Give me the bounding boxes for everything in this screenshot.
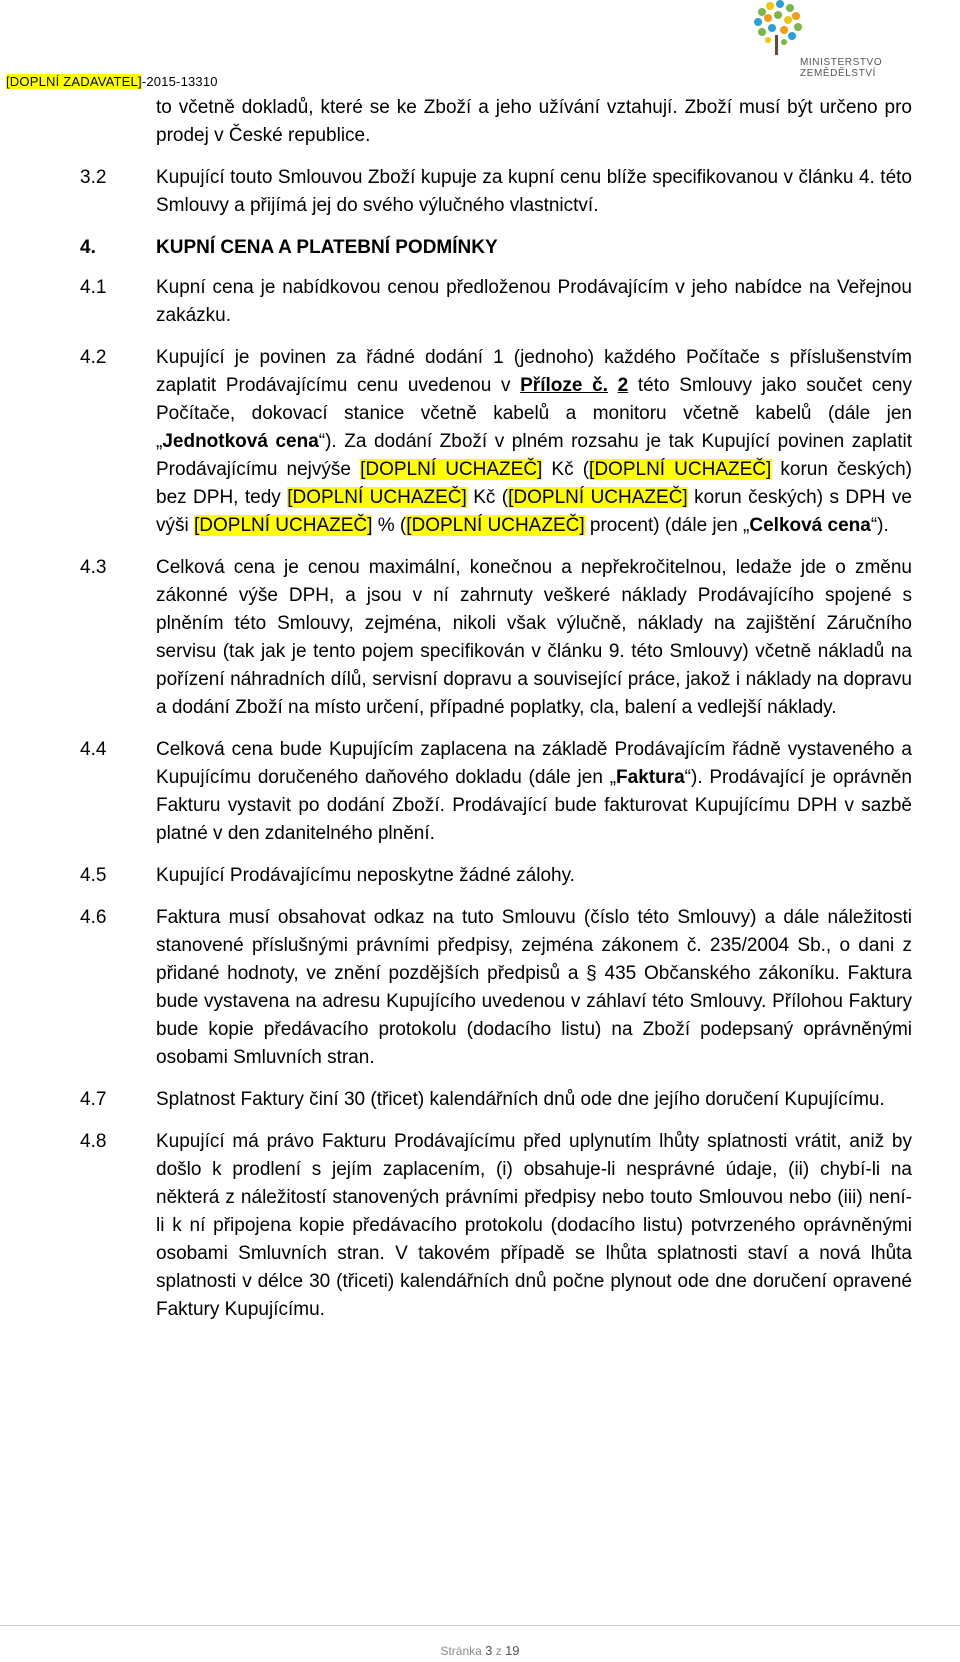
clause-number: 4.3 <box>80 557 107 578</box>
clause-number: 4.6 <box>80 907 107 928</box>
document-body <box>80 94 912 1338</box>
clause-4-6 <box>80 904 912 1072</box>
defined-term: Celková cena <box>749 515 871 536</box>
text-run: Celková cena bude Kupujícím zaplacena na základě Prodávajícím řádně vystaveného a Kupujícímu doručeného daňového dokladu (dále jen „ <box>156 739 912 788</box>
footer-of: z <box>495 1644 502 1658</box>
document-reference-number: -2015-13310 <box>141 74 218 89</box>
defined-term: Jednotková cena <box>162 431 319 452</box>
text-run: “). Prodávající je oprávněn Fakturu vystavit po dodání Zboží. Prodávající bude fakturovat Kupujícímu DPH v sazbě platné v den zdanitelného plnění. <box>156 767 912 844</box>
document-reference <box>6 74 218 89</box>
page-footer <box>0 1643 960 1658</box>
continuation-text: to včetně dokladů, které se ke Zboží a jeho užívání vztahují. Zboží musí být určeno pro prodej v České republice. <box>156 97 912 146</box>
footer-total-pages: 19 <box>505 1643 520 1658</box>
placeholder-highlight: [DOPLNÍ UCHAZEČ] <box>508 487 688 508</box>
clause-3-2 <box>80 164 912 220</box>
text-run: Kupující je povinen za řádné dodání 1 (jednoho) každého Počítače s příslušenstvím zaplatit Prodávajícímu cenu uvedenou v <box>156 347 912 396</box>
footer-page-number: 3 <box>485 1643 493 1658</box>
clause-text: Celková cena je cenou maximální, konečnou a nepřekročitelnou, ledaže jde o změnu zákonné výše DPH, a jsou v ní zahrnuty veškeré náklady Prodávajícího spojené s plněním této Smlouvy, zejména, nikoli však výlučně, náklady na zajištění Záručního servisu (tak jak je tento pojem specifikován v článku 9. této Smlouvy) včetně nákladů na pořízení náhradních dílů, servisní dopravu a související práce, jakož i náklady na dopravu a dodání Zboží na místo určení, případné poplatky, cla, balení a vedlejší náklady. <box>156 557 912 718</box>
defined-term: Faktura <box>616 767 685 788</box>
clause-4-7 <box>80 1086 912 1114</box>
clause-text: Kupující má právo Fakturu Prodávajícímu před uplynutím lhůty splatnosti vrátit, aniž by došlo k prodlení s jejím zaplacením, (i) obsahuje-li nesprávné údaje, (ii) chybí-li na některá z náležitostí stanovených právními předpisy nebo touto Smlouvou nebo (iii) není-li k ní připojena kopie předávacího protokolu (dodacího listu) potvrzeného oprávněnými osobami Smluvních stran. V takovém případě se lhůta splatnosti staví a nová lhůta splatnosti v délce 30 (třiceti) kalendářních dnů počne plynout ode dne doručení opravené Faktury Kupujícímu. <box>156 1131 912 1320</box>
clause-number: 4.4 <box>80 739 107 760</box>
tree-icon <box>754 0 802 55</box>
clause-4-3 <box>80 554 912 722</box>
clause-text: Kupní cena je nabídkovou cenou předloženou Prodávajícím v jeho nabídce na Veřejnou zakázku. <box>156 277 912 326</box>
clause-number: 4.8 <box>80 1131 107 1152</box>
placeholder-highlight: [DOPLNÍ UCHAZEČ] <box>287 487 467 508</box>
clause-4-8 <box>80 1128 912 1324</box>
text-run: Kč ( <box>542 459 590 480</box>
logo-text: MINISTERSTVO ZEMĚDĚLSTVÍ <box>800 57 883 79</box>
clause-4-1 <box>80 274 912 330</box>
clause-number: 4.7 <box>80 1089 107 1110</box>
clause-text: Faktura musí obsahovat odkaz na tuto Smlouvu (číslo této Smlouvy) a dále náležitosti stanovené příslušnými právními předpisy, zejména zákonem č. 235/2004 Sb., o dani z přidané hodnoty, ve znění pozdějších předpisů a § 435 Občanského zákoníku. Faktura bude vystavena na adresu Kupujícího uvedenou v záhlaví této Smlouvy. Přílohou Faktury bude kopie předávacího protokolu (dodacího listu) na Zboží podepsaný oprávněnými osobami Smluvních stran. <box>156 907 912 1068</box>
clause-text: Kupující Prodávajícímu neposkytne žádné zálohy. <box>156 865 575 886</box>
annex-number: 2 <box>617 375 629 396</box>
text-run: % ( <box>372 515 407 536</box>
text-run: korun českých) bez DPH, tedy <box>156 459 912 508</box>
footer-label: Stránka <box>440 1644 482 1658</box>
document-reference-placeholder: [DOPLNÍ ZADAVATEL] <box>6 74 142 89</box>
clause-number: 4.2 <box>80 347 107 368</box>
clause-text <box>156 736 912 848</box>
text-run: “). <box>870 515 889 536</box>
clause-text: Splatnost Faktury činí 30 (třicet) kalendářních dnů ode dne jejího doručení Kupujícímu. <box>156 1089 885 1110</box>
text-run: této Smlouvy jako součet ceny Počítače, dokovací stanice včetně kabelů a monitoru včetně kabelů (dále jen „ <box>156 375 913 452</box>
clause-4-5 <box>80 862 912 890</box>
section-number: 4. <box>80 237 96 258</box>
section-heading <box>80 234 912 262</box>
placeholder-highlight: [DOPLNÍ UCHAZEČ] <box>194 515 373 536</box>
text-run: Kč ( <box>466 487 509 508</box>
annex-reference: Příloze č. <box>520 375 608 396</box>
clause-number: 4.5 <box>80 865 107 886</box>
clause-4-2 <box>80 344 912 540</box>
text-run: korun českých) s DPH ve výši <box>156 487 912 536</box>
footer-divider <box>0 1625 960 1626</box>
clause-text: Kupující touto Smlouvou Zboží kupuje za kupní cenu blíže specifikovanou v článku 4. této Smlouvy a přijímá jej do svého výlučného vlastnictví. <box>156 167 912 216</box>
section-title: KUPNÍ CENA A PLATEBNÍ PODMÍNKY <box>156 237 498 258</box>
placeholder-highlight: [DOPLNÍ UCHAZEČ] <box>406 515 585 536</box>
text-run <box>608 375 618 396</box>
text-run: procent) (dále jen „ <box>584 515 750 536</box>
clause-text <box>156 344 912 540</box>
text-run: “). Za dodání Zboží v plném rozsahu je tak Kupující povinen zaplatit Prodávajícímu nejvýše <box>156 431 912 480</box>
clause-number: 4.1 <box>80 277 107 298</box>
placeholder-highlight: [DOPLNÍ UCHAZEČ] <box>360 459 543 480</box>
clause-number: 3.2 <box>80 167 107 188</box>
clause-4-4 <box>80 736 912 848</box>
placeholder-highlight: [DOPLNÍ UCHAZEČ] <box>589 459 772 480</box>
